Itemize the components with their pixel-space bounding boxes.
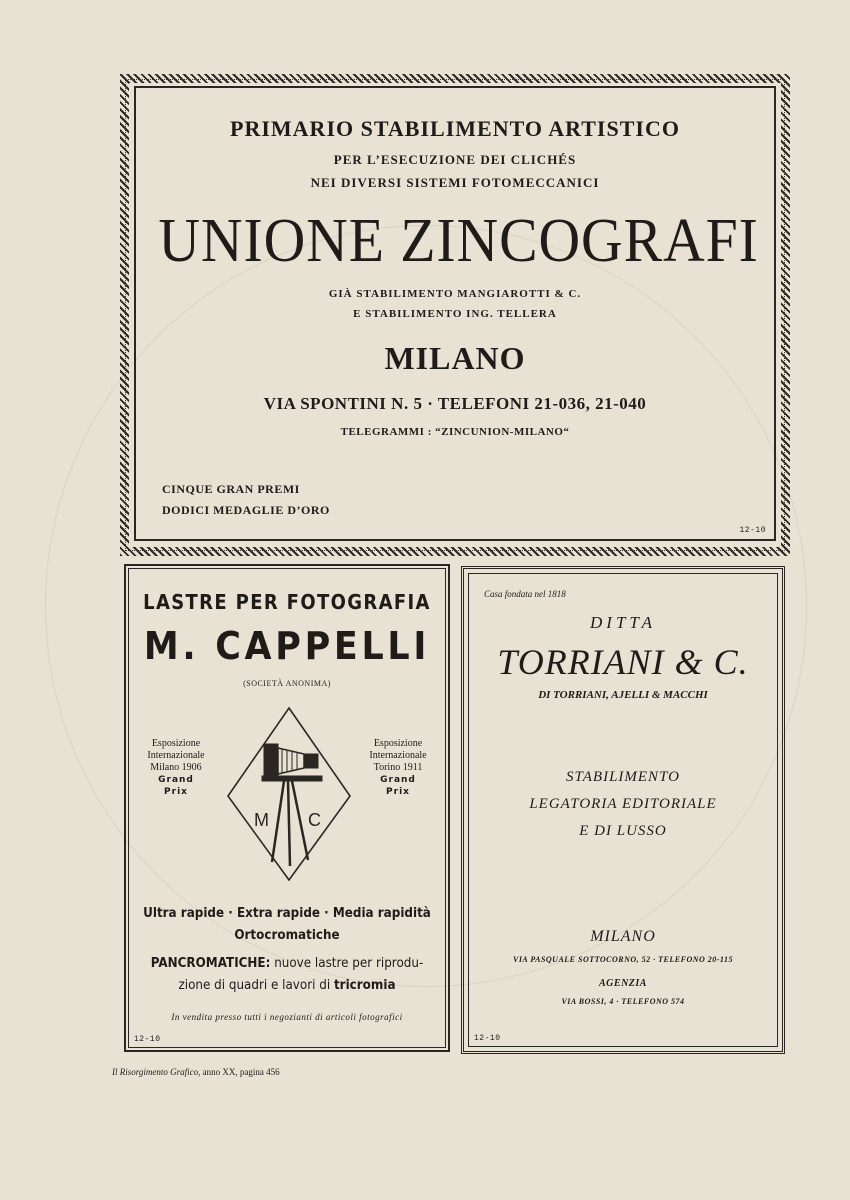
publication-title: Il Risorgimento Grafico, bbox=[112, 1067, 201, 1077]
panchromatic-label: PANCROMATICHE: bbox=[150, 956, 271, 971]
establishment-line: E DI LUSSO bbox=[579, 823, 667, 839]
panchromatic-text: nuove lastre per riprodu- bbox=[270, 956, 424, 971]
brand-name: M. CAPPELLI bbox=[143, 624, 431, 668]
ad-title: LASTRE PER FOTOGRAFIA bbox=[143, 590, 431, 614]
ad-headline: PRIMARIO STABILIMENTO ARTISTICO bbox=[230, 116, 680, 141]
issue-info: anno XX, pagina 456 bbox=[200, 1067, 280, 1077]
trichromy-label: tricromia bbox=[333, 978, 396, 993]
agency-address: VIA BOSSI, 4 · TELEFONO 574 bbox=[561, 997, 685, 1006]
exposition-award-torino bbox=[348, 738, 448, 798]
expo-text: Prix bbox=[386, 787, 410, 797]
address-line: VIA PASQUALE SOTTOCORNO, 52 · TELEFONO 20-115 bbox=[512, 955, 733, 964]
ad-code: 12-10 bbox=[134, 1035, 161, 1044]
expo-text: Internazionale bbox=[147, 750, 205, 761]
partners-line: DI TORRIANI, AJELLI & MACCHI bbox=[538, 689, 708, 701]
expo-text: Internazionale bbox=[369, 750, 427, 761]
award-line: CINQUE GRAN PREMI bbox=[162, 482, 300, 496]
camera-logo-icon bbox=[224, 704, 354, 884]
founded-note: Casa fondata nel 1818 bbox=[484, 589, 566, 599]
brand-name: TORRIANI & C. bbox=[497, 642, 749, 682]
address-line: VIA SPONTINI N. 5 · TELEFONI 21-036, 21-040 bbox=[263, 394, 647, 413]
exposition-award-milano bbox=[126, 738, 226, 798]
telegram-line: TELEGRAMMI : “ZINCUNION-MILANO“ bbox=[340, 426, 570, 438]
city-name: MILANO bbox=[590, 928, 656, 945]
expo-text: Grand bbox=[380, 775, 416, 785]
firm-label: DITTA bbox=[590, 613, 656, 632]
panchromatic-line-2 bbox=[139, 978, 435, 993]
award-line: DODICI MEDAGLIE D’ORO bbox=[162, 503, 330, 517]
city-name: MILANO bbox=[384, 340, 526, 376]
expo-text: Prix bbox=[164, 787, 188, 797]
expo-text: Esposizione bbox=[373, 738, 423, 749]
unione-zincografi-ad bbox=[120, 74, 790, 556]
agency-label: AGENZIA bbox=[599, 978, 647, 989]
brand-name: UNIONE ZINCOGRAFI bbox=[158, 207, 759, 275]
expo-text: Milano 1906 bbox=[150, 762, 202, 773]
ad-subline: NEI DIVERSI SISTEMI FOTOMECCANICI bbox=[310, 175, 600, 190]
product-speeds: Ultra rapide · Extra rapide · Media rapidità bbox=[143, 906, 431, 921]
ad-code: 12-10 bbox=[739, 526, 766, 535]
panchromatic-line bbox=[139, 956, 435, 971]
former-company: GIÀ STABILIMENTO MANGIAROTTI & C. bbox=[328, 288, 582, 300]
page-footer bbox=[112, 1067, 280, 1077]
ad-subline: PER L’ESECUZIONE DEI CLICHÉS bbox=[333, 152, 577, 167]
ad-frame bbox=[134, 86, 776, 541]
logo-letter-m: M bbox=[254, 810, 269, 830]
establishment-line: STABILIMENTO bbox=[566, 769, 680, 785]
logo-letter-c: C bbox=[308, 810, 321, 830]
expo-text: Grand bbox=[158, 775, 194, 785]
torriani-ad bbox=[461, 566, 785, 1054]
cappelli-ad bbox=[124, 564, 450, 1052]
sale-note: In vendita presso tutti i negozianti di articoli fotografici bbox=[171, 1012, 403, 1022]
expo-text: Torino 1911 bbox=[373, 762, 423, 773]
company-type: (SOCIETÀ ANONIMA) bbox=[243, 679, 331, 688]
product-type: Ortocromatiche bbox=[234, 928, 340, 943]
panchromatic-text: zione di quadri e lavori di bbox=[178, 978, 334, 993]
former-company: E STABILIMENTO ING. TELLERA bbox=[353, 308, 557, 320]
expo-text: Esposizione bbox=[151, 738, 201, 749]
ad-code: 12-10 bbox=[474, 1034, 501, 1043]
establishment-line: LEGATORIA EDITORIALE bbox=[529, 796, 717, 812]
